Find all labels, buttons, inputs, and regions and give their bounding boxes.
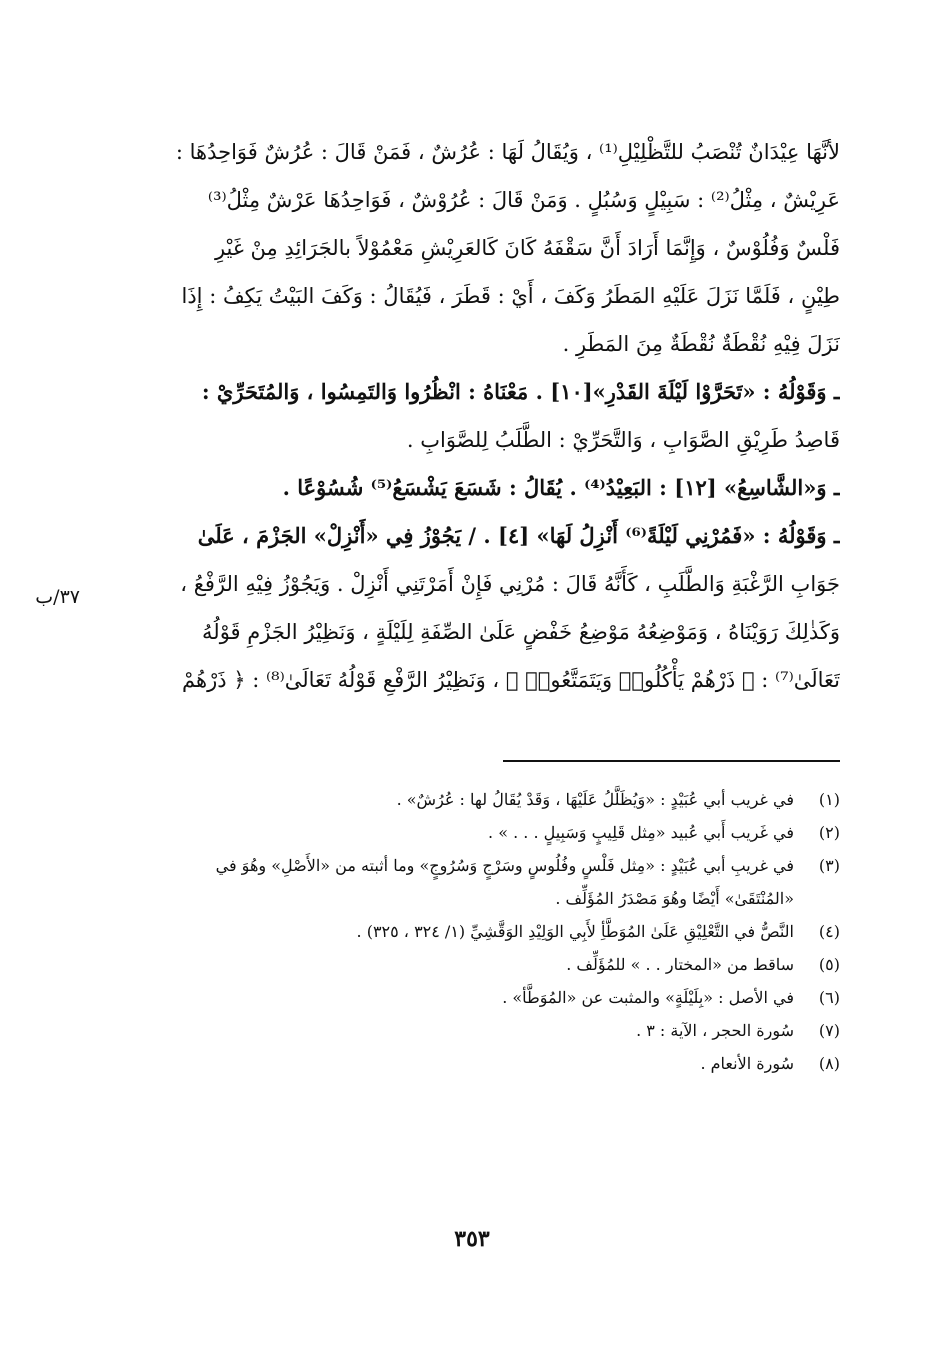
footnote-number: (٥) xyxy=(818,955,840,974)
footnote-number: (٢) xyxy=(818,823,840,842)
footnote xyxy=(96,948,840,981)
footnote-text: في غَريب أَبي عُبيد «مِثل قَلِيبٍ وَسَبِيلٍ . . . » . xyxy=(488,823,794,842)
footnote-text: سُورة الأنعام . xyxy=(700,1054,794,1073)
page-number: ٣٥٣ xyxy=(454,1226,490,1252)
footnote xyxy=(96,1014,840,1047)
footnote-number: (٦) xyxy=(818,988,840,1007)
footnote-divider xyxy=(503,760,840,762)
text-line: نَزَلَ فِيْهِ نُقْطَةٌ نُقْطَةٌ مِنَ المَطَرِ . xyxy=(562,332,840,356)
text-line: طِيْنٍ ، فَلَمَّا نَزَلَ عَلَيْهِ المَطَرُ وَكَفَ ، أَيْ : قَطَرَ ، فَيُقَالُ : وَكَفَ البَيْتُ يَكِفُ : إِذَا xyxy=(181,284,840,308)
footnote-number: (٣) xyxy=(818,856,840,875)
text-line: عَرِيْشٌ ، مِثْلُ⁽²⁾ : سَبِيْلٍ وَسُبُلٍ . وَمَنْ قَالَ : عُرُوْشٌ ، فَوَاحِدُهَا عَرْشٌ مِثْلُ⁽³⁾ xyxy=(207,188,840,212)
text-line: وَكَذٰلِكَ رَوَيْنَاهُ ، وَمَوْضِعُهُ مَوْضِعُ خَفْضٍ عَلَىٰ الصِّفَةِ لِلَيْلَةٍ ، وَنَظِيْرُ الجَزْمِ قَوْلُهُ xyxy=(202,620,840,644)
footnote xyxy=(96,981,840,1014)
footnote-number: (٨) xyxy=(818,1054,840,1073)
footnote xyxy=(96,915,840,948)
main-text-block xyxy=(96,128,840,704)
text-line: جَوَابِ الرَّغْبَةِ وَالطَّلَبِ ، كَأَنَّهُ قَالَ : مُرْنِي فَإِنْ أَمَرْتَنِي أَنْزِلْ . وَيَجُوْزُ فِيْهِ الرَّفْعُ ، xyxy=(180,572,840,596)
footnote xyxy=(96,816,840,849)
text-line: ـ وَقَوْلُهُ : «فَمُرْنِي لَيْلَةً⁽⁶⁾ أَنْزِلُ لَهَا» [٤] . / يَجُوْزُ فِي «أَنْزِلْ» الجَزْمَ ، عَلَىٰ xyxy=(197,523,840,548)
footnote-text: ساقط من «المختار . . » للمُؤَلِّف . xyxy=(566,955,794,974)
footnote-text: النَّصُّ في التَّعْلِيْقِ عَلَىٰ المُوَطَّأِ لأَبِي الوَلِيْدِ الوَقَّشِيِّ (١/ ٣٢٤ ، ٣٢٥) . xyxy=(356,922,794,941)
footnote-text: في غريبِ أبي عُبَيْدٍ : «مِثل فَلْسٍ وفُلُوسٍ وسَرْجٍ وَسُرُوجٍ» وما أثبته من «الأَصْلِ» وهُوَ في xyxy=(215,856,794,875)
text-line: ـ وَ«الشَّاسِعُ» [١٢] : البَعِيْدُ⁽⁴⁾ . يُقَالُ : شَسَعَ يَشْسَعُ⁽⁵⁾ شُسُوْعًا . xyxy=(282,475,840,500)
footnote xyxy=(96,1047,840,1080)
text-line: تَعَالَىٰ⁽⁷⁾ : ﴿ ذَرْهُمْ يَأْكُلُوا۟ وَيَتَمَتَّعُوا۟ ﴾ ، وَنَظِيْرُ الرَّفْعِ قَوْلُهُ تَعَالَىٰ⁽⁸⁾ : ﴿ ذَرْهُمْ xyxy=(182,668,840,692)
footnote-text: في غريب أبي عُبَيْدٍ : «وَيُظَلَّلُ عَلَيْهَا ، وَقَدْ يُقَالُ لها : عُرُشٌ» . xyxy=(396,790,794,809)
footnote-number: (١) xyxy=(818,790,840,809)
footnote-text: سُورة الحجر ، الآية : ٣ . xyxy=(636,1021,794,1040)
text-line: ـ وَقَوْلُهُ : «تَحَرَّوْا لَيْلَةَ القَدْرِ»[١٠] . مَعْنَاهُ : انْظُرُوا وَالتَمِسُوا ، وَالمُتَحَرِّيْ : xyxy=(201,379,840,404)
footnote-text: في الأصل : «بِلَيْلَةٍ» والمثبت عن «المُوَطَّأ» . xyxy=(502,988,794,1007)
text-line: فَلْسٌ وَفُلُوْسٌ ، وَإِنَّمَا أَرَادَ أَنَّ سَقْفَهُ كَانَ كَالعَرِيْشِ مَعْمُوْلاً بالجَرَائِدِ مِنْ غَيْرِ xyxy=(214,236,840,260)
footnote-number: (٧) xyxy=(818,1021,840,1040)
footnote-number: (٤) xyxy=(818,922,840,941)
footnote xyxy=(96,849,840,882)
footnotes-block xyxy=(96,783,840,1080)
text-line: لأنَّهَا عِيْدَانٌ تُنْصَبُ للتَّظْلِيْلِ⁽¹⁾ ، وَيُقَالُ لَهَا : عُرُشٌ ، فَمَنْ قَالَ : عُرُشٌ فَوَاحِدُهَا : xyxy=(175,140,840,164)
text-line: قَاصِدُ طَرِيْقِ الصَّوَابِ ، وَالتَّحَرِّيْ : الطَّلَبُ لِلصَّوَابِ . xyxy=(406,428,840,452)
folio-margin-note: ٣٧/ب xyxy=(35,586,80,608)
footnote xyxy=(96,783,840,816)
footnote-continuation: «المُنْتَقَىٰ» أَيْضًا وهُوَ مَصْدَرُ المُؤَلِّف . xyxy=(555,889,794,908)
